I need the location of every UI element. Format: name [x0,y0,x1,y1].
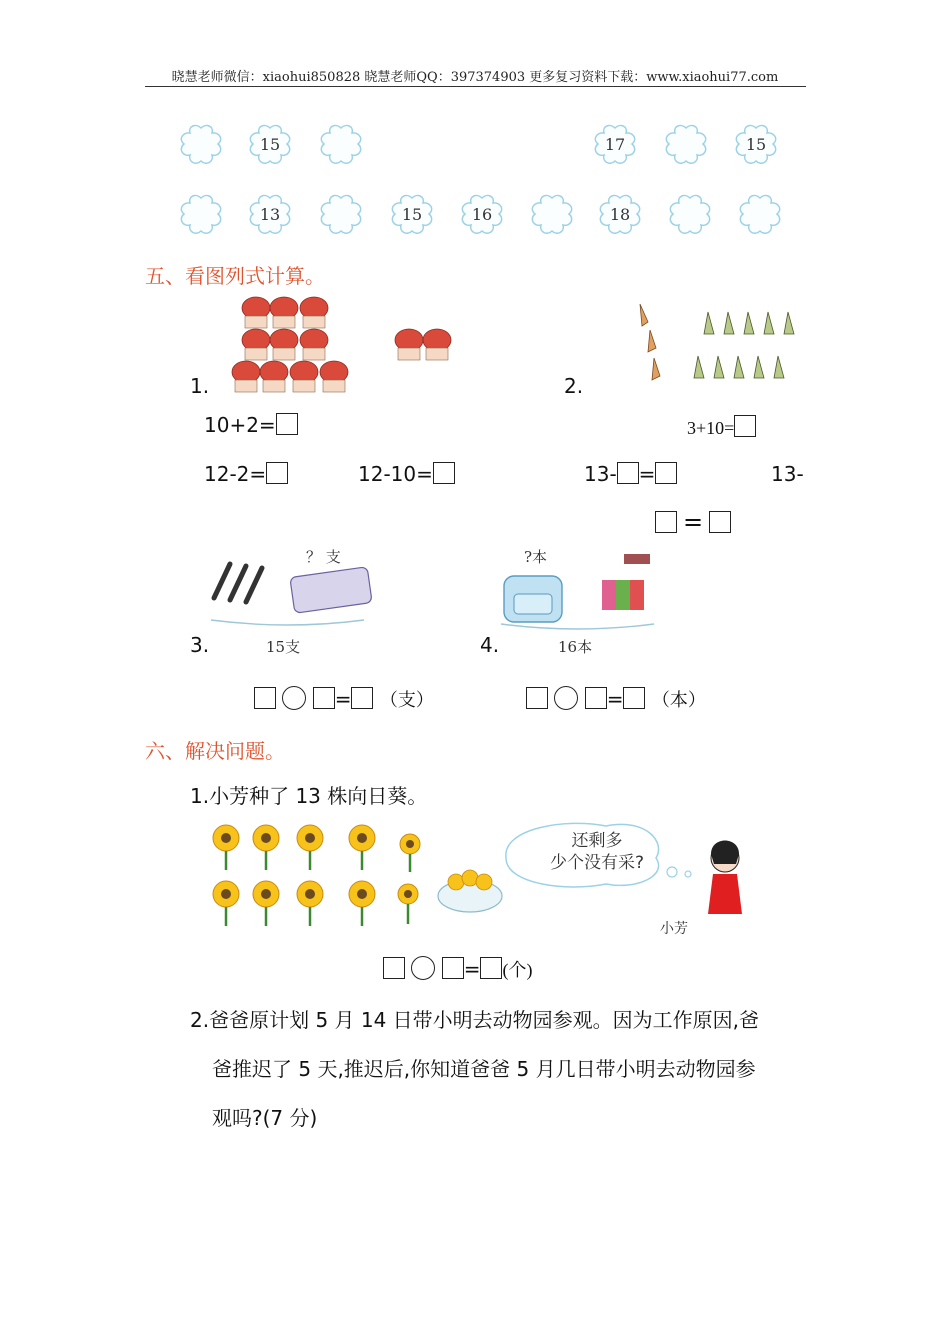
equation-text: 12-10= [358,462,433,486]
answer-box[interactable] [480,957,502,979]
answer-box[interactable] [709,511,731,533]
total-label: 15支 [266,638,301,656]
answer-box[interactable] [442,957,464,979]
equation-row-sunflowers [383,956,532,982]
equals-sign: = [463,957,481,981]
flower-cell [596,192,644,240]
section-title: 六、解决问题。 [145,739,285,763]
answer-box[interactable] [734,415,756,437]
answer-box[interactable] [383,957,405,979]
equation-12-minus-10 [358,462,455,486]
mushroom-houses-illustration [228,296,468,396]
equals-sign: = [334,687,352,711]
question-number: 4. [480,633,500,657]
flower-cell [177,192,225,240]
flower-number [528,192,576,238]
flower-number: 15 [401,205,423,224]
equation-13-minus-continued [655,508,731,536]
equals-sign: = [683,508,704,536]
answer-box[interactable] [351,687,373,709]
flower-number [317,192,365,238]
equation-13-minus [584,462,677,486]
equation-row-pencils [254,686,434,712]
problem-line: 爸推迟了 5 天,推迟后,你知道爸爸 5 月几日带小明去动物园参 [212,1057,756,1081]
flower-number: 15 [259,135,281,154]
equation-10-plus-2 [204,413,298,437]
flower-cell [591,122,639,170]
operator-circle[interactable] [282,686,306,710]
unit-label: （支） [379,690,434,710]
equation-text: 13- [584,462,617,486]
flower-number [662,122,710,168]
flower-number [736,192,784,238]
problem-2-text [190,996,810,1143]
answer-box[interactable] [266,462,288,484]
umbrellas-illustration [628,298,803,396]
unit-label: (个) [502,960,533,980]
flower-cell [662,122,710,170]
flower-cell [528,192,576,240]
speech-bubble [542,830,652,874]
bubble-line: 还剩多 [571,831,623,851]
operator-circle[interactable] [411,956,435,980]
page-header: 晓慧老师微信：xiaohui850828 晓慧老师QQ：397374903 更多复习资料下载：www.xiaohui77.com [171,70,779,85]
equation-text: 3+10= [687,418,735,438]
equation-13-minus-prefix: 13- [771,462,804,486]
flower-number: 15 [745,135,767,154]
flower-number [177,192,225,238]
flower-cell [388,192,436,240]
answer-box[interactable] [623,687,645,709]
pencils-and-pencil-box-illustration [208,558,373,632]
flower-number [317,122,365,168]
flower-number [666,192,714,238]
total-label: 16本 [558,638,593,656]
flower-cell [317,122,365,170]
flower-number [177,122,225,168]
answer-box[interactable] [655,511,677,533]
schoolbag-and-books-illustration [498,546,658,634]
equals-sign: = [638,462,656,486]
flower-number: 18 [609,205,631,224]
equals-sign: = [606,687,624,711]
problem-line: 观吗?(7 分) [212,1106,318,1130]
unit-label: （本） [651,690,706,710]
answer-box[interactable] [313,687,335,709]
question-number: 1. [190,374,210,398]
question-label: ?本 [524,548,548,566]
answer-box[interactable] [526,687,548,709]
flower-cell [317,192,365,240]
flower-cell [246,122,294,170]
bubble-line: 少个没有采? [549,853,645,873]
flower-cell [736,192,784,240]
answer-box[interactable] [433,462,455,484]
flower-number: 17 [604,135,626,154]
answer-box[interactable] [254,687,276,709]
operator-circle[interactable] [554,686,578,710]
flower-cell [246,192,294,240]
problem-1-text: 1.小芳种了 13 株向日葵。 [190,784,428,808]
answer-box[interactable] [585,687,607,709]
header-divider [145,86,806,87]
flower-cell [666,192,714,240]
flower-cell [732,122,780,170]
equation-3-plus-10 [687,415,756,439]
section-title: 五、看图列式计算。 [145,264,325,288]
girl-name-label: 小芳 [660,921,688,937]
flower-number: 16 [471,205,493,224]
flower-cell [177,122,225,170]
question-label: ？ 支 [306,548,341,566]
answer-box[interactable] [617,462,639,484]
equation-text: 12-2= [204,462,267,486]
question-number: 3. [190,633,210,657]
problem-line: 2.爸爸原计划 5 月 14 日带小明去动物园参观。因为工作原因,爸 [190,1008,760,1032]
flower-number: 13 [259,205,281,224]
flower-cell [458,192,506,240]
equation-text: 10+2= [204,413,276,437]
equation-12-minus-2 [204,462,288,486]
answer-box[interactable] [655,462,677,484]
equation-row-books [526,686,706,712]
question-number: 2. [564,374,584,398]
answer-box[interactable] [276,413,298,435]
